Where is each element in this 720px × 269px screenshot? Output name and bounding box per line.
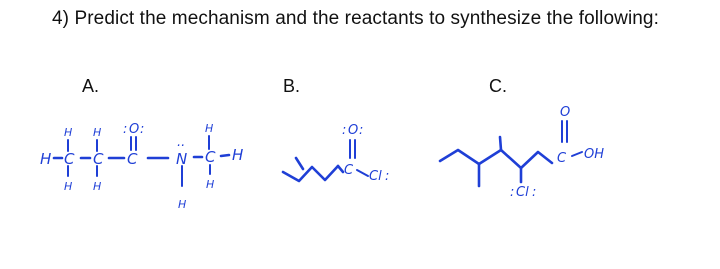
lone-pair-o-left: :	[123, 122, 128, 137]
atom-h-left: H	[40, 150, 52, 168]
atom-h-top2: H	[93, 126, 102, 139]
atom-b-c: C	[344, 163, 354, 178]
branch-c-top	[500, 137, 501, 150]
carbon-chain-c	[440, 150, 552, 168]
atom-c1: C	[64, 150, 75, 168]
atom-c2: C	[93, 150, 104, 168]
atom-h-top4: H	[205, 122, 214, 135]
atom-c4: C	[205, 148, 216, 166]
part-c-label: C.	[489, 76, 507, 96]
atom-c-cl: Cl	[516, 185, 529, 200]
lone-pair-c-cl-right: :	[532, 185, 537, 200]
lone-pair-b-o-left: :	[342, 123, 347, 138]
bond-chain-c-b	[338, 166, 343, 172]
part-a-label: A.	[82, 76, 100, 96]
carbon-chain-b	[283, 166, 338, 181]
atom-h-right: H	[232, 146, 244, 164]
lone-pair-b-o-right: :	[359, 123, 364, 138]
branch-b	[296, 158, 303, 169]
atom-h-bot4: H	[206, 178, 215, 191]
bond-c-c-oh	[572, 152, 582, 156]
lone-pair-b-cl: :	[385, 169, 390, 184]
atom-c-oh: OH	[584, 147, 605, 162]
atom-h-top1: H	[64, 126, 73, 139]
bond-b-c-cl	[357, 170, 368, 176]
bond-c4-h	[221, 155, 229, 156]
atom-h-bot1: H	[64, 180, 73, 193]
lone-pair-o-right: :	[140, 122, 145, 137]
structure-a	[40, 122, 243, 211]
atom-n: N	[176, 150, 188, 168]
atom-h-n-bot: H	[178, 198, 187, 211]
atom-c3: C	[127, 150, 138, 168]
atom-c-c: C	[557, 151, 567, 166]
question-text: 4) Predict the mechanism and the reactants to synthesize the following:	[52, 8, 659, 29]
part-b-label: B.	[283, 76, 301, 96]
structure-b	[283, 123, 389, 184]
atom-b-cl: Cl	[369, 169, 382, 184]
atom-h-bot2: H	[93, 180, 102, 193]
atom-o: O	[129, 122, 140, 137]
structure-c	[440, 105, 604, 200]
atom-c-o: O	[560, 105, 571, 120]
atom-b-o: O	[348, 123, 359, 138]
lone-pair-n: ..	[177, 135, 186, 150]
lone-pair-c-cl-left: :	[510, 185, 515, 200]
